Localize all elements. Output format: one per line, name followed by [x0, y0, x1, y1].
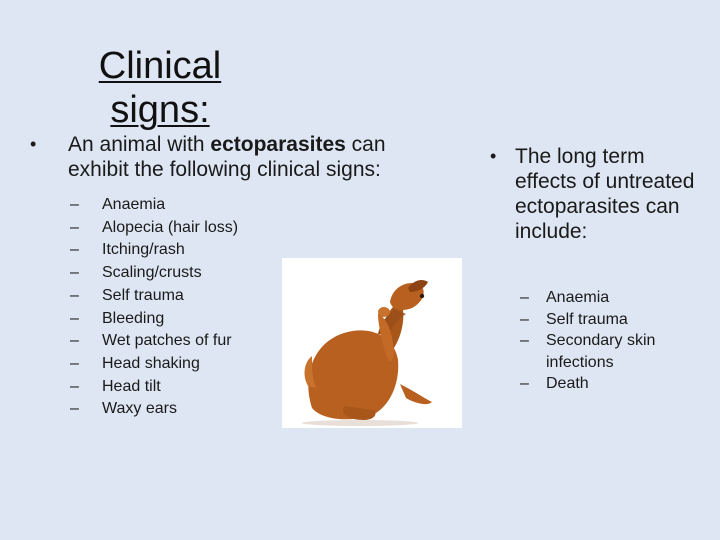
- list-item-label: Head tilt: [102, 377, 161, 395]
- dash-marker: –: [520, 310, 529, 328]
- effects-intro-text: The long term effects of untreated ectoparasites can include:: [515, 145, 695, 243]
- slide-title: Clinical signs:: [98, 45, 222, 131]
- intro-text-bold: ectoparasites: [210, 133, 346, 156]
- dash-marker: –: [70, 264, 79, 282]
- dog-shadow: [302, 420, 418, 426]
- list-item-label: Anaemia: [102, 196, 166, 213]
- dash-marker: –: [70, 196, 79, 213]
- list-item: [520, 287, 710, 309]
- list-item: [520, 330, 710, 373]
- list-item-label: Alopecia (hair loss): [102, 218, 239, 236]
- list-item-label: Anaemia: [546, 289, 610, 306]
- list-item-label: Itching/rash: [102, 241, 185, 259]
- list-item-label: Scaling/crusts: [102, 264, 202, 282]
- dash-marker: –: [70, 332, 79, 350]
- list-item-label: Bleeding: [102, 309, 165, 327]
- list-item-label: Wet patches of fur: [102, 332, 232, 350]
- dog-ear: [408, 280, 428, 292]
- dash-marker: –: [70, 309, 79, 327]
- list-item-label: Death: [546, 375, 589, 392]
- list-item-label: Waxy ears: [102, 400, 177, 418]
- list-item-label: Self trauma: [102, 286, 184, 304]
- intro-text-end: can exhibit the following clinical signs:: [68, 133, 386, 181]
- right-column: [490, 144, 710, 395]
- long-term-effects-intro: [490, 144, 710, 244]
- dog-nose: [420, 294, 424, 298]
- bullet-marker: •: [30, 134, 37, 154]
- list-item-label: Secondary skin infections: [546, 332, 656, 371]
- scratching-dog-photo: [282, 258, 462, 428]
- dash-marker: –: [70, 218, 79, 236]
- long-term-effects-list: [520, 287, 710, 395]
- dog-front-leg: [400, 384, 432, 404]
- dog-paw: [378, 307, 390, 317]
- list-item-label: Head shaking: [102, 354, 200, 372]
- dash-marker: –: [70, 354, 79, 372]
- dash-marker: –: [70, 400, 79, 418]
- list-item: [520, 373, 710, 395]
- bullet-marker: •: [490, 146, 497, 166]
- dog-illustration: [282, 258, 462, 428]
- list-item: [520, 309, 710, 331]
- dash-marker: –: [520, 289, 529, 306]
- dash-marker: –: [70, 286, 79, 304]
- list-item-label: Self trauma: [546, 310, 628, 328]
- dash-marker: –: [520, 332, 529, 349]
- dash-marker: –: [520, 375, 529, 392]
- intro-text-start: An animal with: [68, 133, 211, 156]
- ectoparasite-signs-intro: [30, 132, 390, 182]
- list-item: [70, 194, 390, 217]
- list-item: [70, 217, 390, 240]
- dash-marker: –: [70, 241, 79, 259]
- dash-marker: –: [70, 377, 79, 395]
